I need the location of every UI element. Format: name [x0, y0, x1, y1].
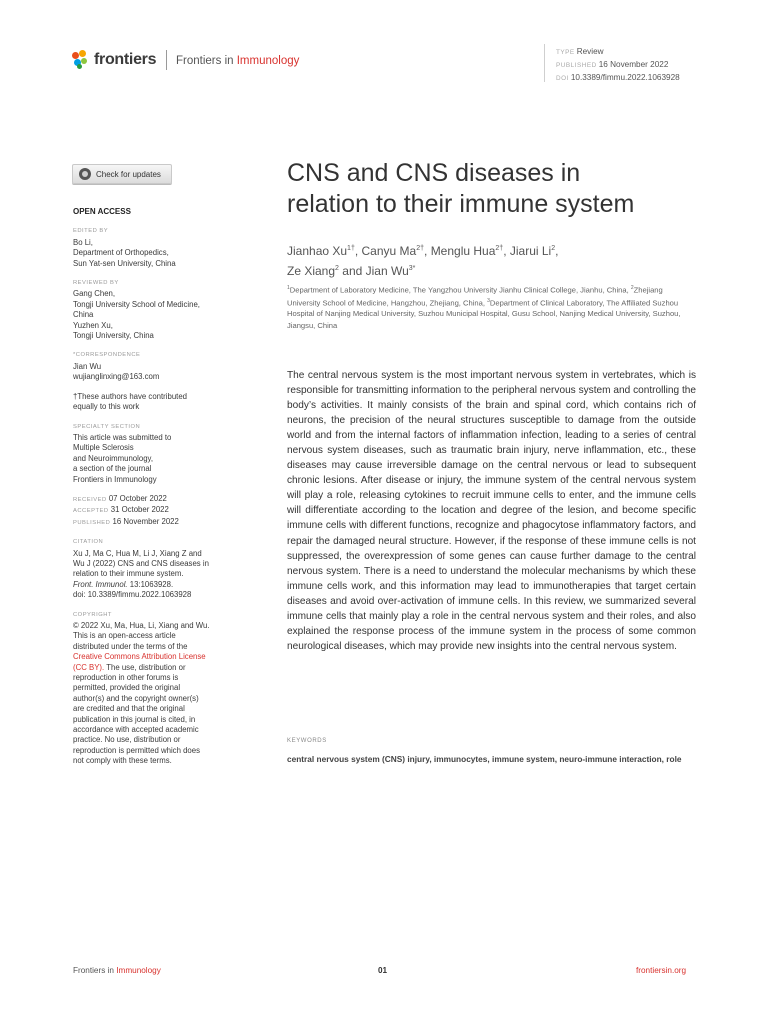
section-label: *CORRESPONDENCE	[73, 352, 141, 359]
section-line: Wu J (2022) CNS and CNS diseases in	[73, 558, 209, 568]
section-line: not comply with these terms.	[73, 756, 172, 766]
section-line: and Neuroimmunology,	[73, 453, 154, 463]
author-affil-mark: 2†	[416, 245, 425, 252]
accepted-date: ACCEPTED 31 October 2022	[73, 505, 169, 515]
section-label: CITATION	[73, 539, 104, 546]
section-line: Xu J, Ma C, Hua M, Li J, Xiang Z and	[73, 548, 202, 558]
author-affil-mark: 3*	[408, 265, 416, 272]
footer-journal-name: Immunology	[116, 966, 161, 975]
affiliation-text: Zhejiang University School of Medicine, Hangzhou, Zhejiang, China,	[287, 285, 663, 308]
meta-doi: DOI 10.3389/fimmu.2022.1063928	[556, 73, 680, 83]
section-line: reproduction is permitted which does	[73, 745, 200, 755]
citation-journal: Front. Immunol. 13:1063928.	[73, 579, 174, 589]
journal-title: Immunology	[236, 55, 300, 67]
correspondence-section	[73, 350, 233, 382]
author-name[interactable]: Ze Xiang	[287, 264, 336, 278]
keywords-list: central nervous system (CNS) injury, immunocytes, immune system, neuro-immune interaction, role	[287, 754, 682, 764]
section-line: relation to their immune system.	[73, 569, 184, 579]
site-link[interactable]: frontiersin.org	[636, 966, 687, 975]
section-line: Yuzhen Xu,	[73, 320, 113, 330]
author-name[interactable]: Jianhao Xu	[287, 244, 348, 258]
affil-mark: 1	[287, 285, 290, 291]
author-name[interactable]: Jiarui Li	[509, 244, 552, 258]
received-date: RECEIVED 07 October 2022	[73, 493, 167, 503]
author-affil-mark: 2	[335, 265, 339, 272]
author-separator: and	[338, 264, 366, 278]
section-line: Multiple Sclerosis	[73, 443, 134, 453]
section-line: †These authors have contributed	[73, 391, 187, 401]
page-number: 01	[378, 966, 388, 975]
section-line: practice. No use, distribution or	[73, 735, 181, 745]
affiliation-text: Department of Laboratory Medicine, The Yangzhou University Jianhu Clinical College, Jianhu, China,	[289, 285, 631, 295]
header-divider	[166, 50, 167, 70]
section-label: COPYRIGHT	[73, 611, 112, 618]
author-separator: ,	[354, 244, 362, 258]
meta-divider	[544, 44, 545, 82]
equal-contribution-note	[73, 392, 233, 413]
section-line: Department of Orthopedics,	[73, 248, 169, 258]
section-line: are credited and that the original	[73, 704, 185, 714]
abstract-text: The central nervous system is the most important nervous system in vertebrates, which is responsible for transmitting information to the peripheral nervous system and controlling the body’s activities. It mainly consists of the brain and spinal cord, which contains rich of neurons, the precision of the neural structures susceptible to damage from the outside world and from the internal factors of inflammation infection, leading to a series of central nervous system diseases, such as traumatic brain injury, nerve inflammation, etc., these diseases may cause irreversible damage on the central nervous or lead to subsequent chronic lesions. After disease or injury, the immune system of the central nervous system will play a role, releasing cytokines to recruit immune cells to enter, and the immune cells will differentiate according to the location and degree of the lesion, and become specific immune cells with different functions, recognize and phagocytose inflammatory factors, and repair the damaged neural structure. However, if the response of these immune cells is not suppressed, the overexpression of some genes can cause further damage to the central nervous system. There is a need to understand the molecular mechanisms by which these immune cells work, and this information may lead to immunotherapies that target certain diseases and avoid over-activation of immune cells. In this review, we summarized several immune cells that mainly play a role in the central nervous system and their roles, and also explained the response process of the immune system in the process of some common neurological diseases, which may provide new insights into the central nervous system.	[287, 370, 696, 652]
section-line: publication in this journal is cited, in	[73, 714, 196, 724]
author-separator: ,	[555, 244, 559, 258]
meta-type: TYPE Review	[556, 47, 604, 56]
specialty-section	[73, 422, 233, 485]
check-for-updates-button[interactable]	[72, 164, 172, 184]
journal-prefix: Frontiers in	[176, 55, 234, 67]
affiliations	[287, 283, 697, 331]
section-line: This is an open-access article	[73, 631, 176, 641]
title-line: relation to their immune system	[287, 190, 635, 218]
affiliation-text: Department of Clinical Laboratory, The Affiliated Suzhou Hospital of Nanjing Medical University, Suzhou Municipal Hospital, Gusu School, Nanjing Medical University, Suzhou, Jiangsu, China	[287, 298, 681, 330]
footer-journal[interactable]	[73, 966, 161, 975]
copyright-section	[73, 610, 233, 767]
section-label: SPECIALTY SECTION	[73, 423, 141, 430]
author-name[interactable]: Canyu Ma	[361, 244, 417, 258]
crossmark-icon	[79, 168, 91, 180]
author-affil-mark: 2	[551, 245, 556, 252]
citation-doi[interactable]: doi: 10.3389/fimmu.2022.1063928	[73, 590, 192, 600]
license-link[interactable]: Creative Commons Attribution License	[73, 652, 206, 662]
brand-name: frontiers	[94, 51, 157, 68]
author-affil-mark: 1†	[347, 245, 355, 252]
journal-name[interactable]	[176, 55, 299, 67]
article-info-sidebar	[73, 207, 233, 776]
section-line: Sun Yat-sen University, China	[73, 258, 176, 268]
keywords-label: KEYWORDS	[287, 738, 327, 744]
section-line: Frontiers in Immunology	[73, 474, 157, 484]
section-line: equally to this work	[73, 402, 140, 412]
edited-by-section	[73, 226, 233, 269]
article-meta	[556, 46, 680, 86]
section-line: accordance with accepted academic	[73, 725, 199, 735]
author-name[interactable]: Jian Wu	[365, 264, 409, 278]
section-line: Tongji University, China	[73, 331, 154, 341]
correspondence-email[interactable]: wujianglinxing@163.com	[73, 372, 160, 382]
frontiers-logo[interactable]	[72, 50, 156, 70]
section-label: REVIEWED BY	[73, 280, 119, 287]
author-separator: ,	[503, 244, 510, 258]
license-line: (CC BY). The use, distribution or	[73, 662, 186, 672]
section-line: distributed under the terms of the	[73, 641, 188, 651]
citation-section	[73, 537, 233, 600]
frontiers-logo-icon	[72, 50, 90, 70]
section-line: © 2022 Xu, Ma, Hua, Li, Xiang and Wu.	[73, 621, 210, 630]
title-line: CNS and CNS diseases in	[287, 159, 581, 187]
footer-journal-prefix: Frontiers in	[73, 966, 114, 975]
affil-mark: 3	[487, 297, 490, 304]
open-access-label: OPEN ACCESS	[73, 207, 131, 216]
check-for-updates-label: Check for updates	[96, 169, 161, 179]
license-link-cont[interactable]: (CC BY).	[73, 662, 105, 672]
published-date: PUBLISHED 16 November 2022	[73, 516, 179, 526]
section-line: Bo Li,	[73, 237, 93, 247]
section-line: Tongji University School of Medicine,	[73, 299, 200, 309]
section-line: permitted, provided the original	[73, 683, 181, 693]
meta-published: PUBLISHED 16 November 2022	[556, 60, 669, 70]
article-title	[287, 158, 717, 220]
author-name[interactable]: Menglu Hua	[430, 244, 496, 258]
affil-mark: 2	[630, 285, 634, 291]
dates-section	[73, 494, 233, 528]
section-line: Jian Wu	[73, 361, 102, 371]
author-affil-mark: 2†	[495, 245, 504, 252]
author-separator: ,	[424, 244, 431, 258]
reviewed-by-section	[73, 278, 233, 341]
section-label: EDITED BY	[73, 228, 109, 235]
author-list	[287, 240, 707, 280]
section-line: reproduction in other forums is	[73, 673, 179, 683]
section-line: This article was submitted to	[73, 432, 172, 442]
section-line: Gang Chen,	[73, 289, 116, 299]
section-line: author(s) and the copyright owner(s)	[73, 693, 199, 703]
section-line: China	[73, 310, 94, 320]
section-line: a section of the journal	[73, 464, 152, 474]
